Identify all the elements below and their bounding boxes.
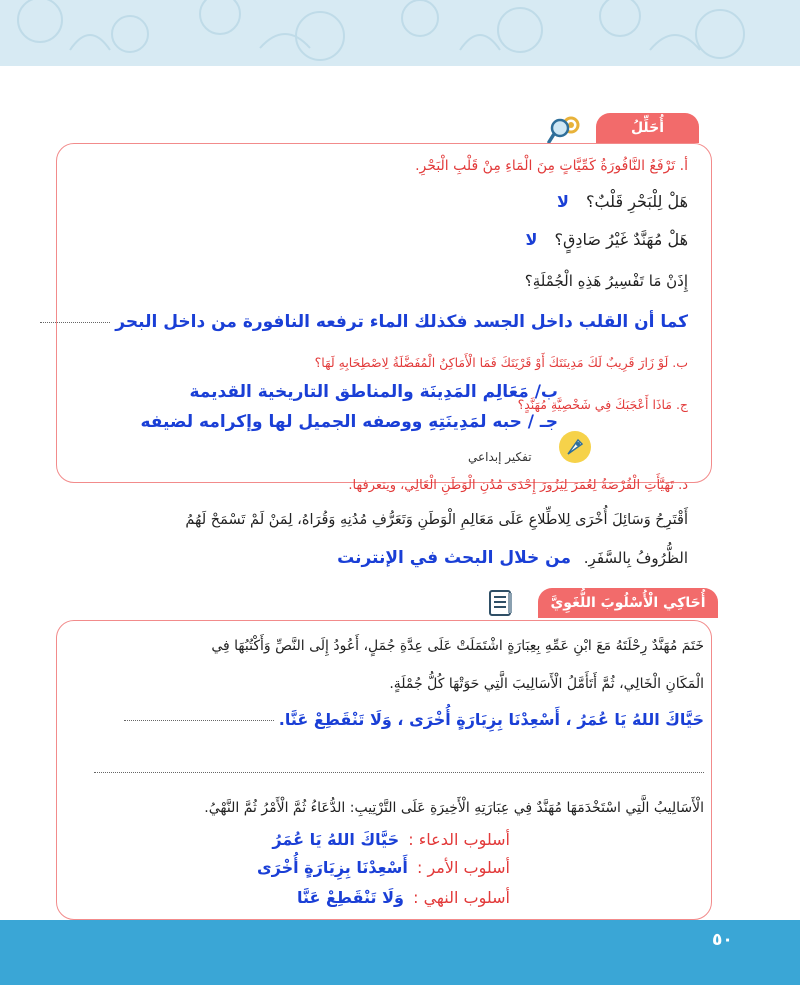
bottom-band — [0, 920, 800, 985]
quote-answer-line[interactable] — [94, 710, 704, 729]
question-1-answer: لا — [556, 192, 569, 211]
style-item-value: أَسْعِدْنَا بِزِيَارَةٍ أُخْرَى — [256, 858, 408, 877]
section-tab-label: أُحَلِّلُ — [630, 120, 665, 136]
answer-dots — [40, 322, 110, 323]
style-item-value: وَلَا تَنْقَطِعْ عَنَّا — [296, 888, 404, 907]
style-item-label: أسلوب النهي : — [413, 888, 510, 907]
magnifier-gear-icon — [547, 112, 587, 146]
intro-line-1: خَتَمَ مُهَنَّدٌ رِحْلَتَهُ مَعَ ابْنِ عَمِّهِ بِعِبَارَةٍ اشْتَمَلَتْ عَلَى عِدَّةِ جُمَلٍ، أَعُودُ إِلَى النَّصِّ وَأَكْتُبُهَا فِي — [211, 638, 704, 654]
answer-b: ب/ مَعَالِم المَدِينَة والمناطق التاريخية القديمة — [189, 382, 558, 402]
creative-thinking-label: تفكير إبداعي — [468, 450, 532, 464]
rocket-icon — [558, 430, 592, 464]
style-item — [272, 830, 510, 849]
style-item — [257, 858, 510, 877]
page-number: ٥٠ — [712, 930, 733, 950]
question-d-text-1: أَقْتَرِحُ وَسَائِلَ أُخْرَى لِلاطِّلاعِ عَلَى مَعَالِمِ الْوَطَنِ وَتَعَرُّفِ مُدُنِهِ وَقُرَاهُ، لِمَنْ لَمْ تَسْمَحْ لَهُمُ — [185, 512, 688, 528]
question-1-row — [557, 192, 688, 211]
top-decorative-band — [0, 0, 800, 66]
style-item-label: أسلوب الأمر : — [416, 858, 510, 877]
empty-dots — [94, 772, 704, 773]
section-tab-analyze — [596, 113, 699, 143]
question-a: أ. تَرْفَعُ النَّافُورَةُ كَمِّيَّاتٍ مِنَ الْمَاءِ مِنْ قَلْبِ الْبَحْرِ. — [415, 158, 688, 174]
question-1-text: هَلْ لِلْبَحْرِ قَلْبٌ؟ — [585, 192, 688, 211]
question-d: د. تَهَيَّأَتِ الْفُرْصَةُ لِعُمَرَ لِيَزُورَ إِحْدَى مُدُنِ الْوَطَنِ الْغَالِي، ويتعرفها. — [348, 478, 688, 493]
question-3-answer: كما أن القلب داخل الجسد فكذلك الماء ترفعه النافورة من داخل البحر — [115, 312, 688, 332]
question-d-row-2 — [337, 548, 688, 568]
styles-text: الْأَسَالِيبُ الَّتِي اسْتَخْدَمَهَا مُهَنَّدٌ فِي عِبَارَتِهِ الْأَخِيرَةِ عَلَى التَّرْتِيبِ: الدُّعَاءُ ثُمَّ الْأَمْرُ ثُمَّ النَّهْيُ. — [204, 800, 704, 816]
answer-c: جـ / حبه لمَدِينَتِهِ ووصفه الجميل لها وإكرامه لضيفه — [140, 412, 558, 432]
quote-dots — [124, 720, 274, 721]
style-item-value: حَيَّاكَ اللهُ يَا عُمَرُ — [272, 830, 400, 849]
answer-line-1[interactable] — [115, 312, 688, 332]
style-item-label: أسلوب الدعاء : — [408, 830, 510, 849]
question-d-text-2: الظُّرُوفُ بِالسَّفَرِ. — [583, 549, 688, 567]
question-b: ب. لَوْ زَارَ قَرِيبٌ لَكَ مَدِينَتَكَ أَوْ قَرْيَتَكَ فَمَا الْأَمَاكِنُ الْمُفَضَّلَةُ لِاصْطِحَابِهِ لَهَا؟ — [314, 355, 688, 370]
section-tab-style — [538, 588, 718, 618]
letters-pattern — [0, 0, 800, 66]
question-2-row — [525, 230, 688, 249]
question-2-text: هَلْ مُهَنَّدٌ غَيْرُ صَادِقٍ؟ — [554, 230, 688, 249]
question-3-text: إِذَنْ مَا تَفْسِيرُ هَذِهِ الْجُمْلَةِ؟ — [524, 272, 688, 290]
quote-answer: حَيَّاكَ اللهُ يَا عُمَرُ ، أَسْعِدْنَا بِزِيَارَةٍ أُخْرَى ، وَلَا تَنْقَطِعْ عَنَّا. — [278, 710, 704, 729]
empty-answer-line[interactable] — [94, 762, 704, 781]
intro-line-2: الْمَكَانِ الْخَالِي، ثُمَّ أَتَأَمَّلُ الْأَسَالِيبَ الَّتِي حَوَتْهَا كُلُّ جُمْلَةٍ. — [389, 676, 704, 692]
notebook-icon — [486, 589, 516, 617]
answer-d: من خلال البحث في الإنترنت — [337, 548, 571, 568]
question-c: ج. مَاذَا أَعْجَبَكَ فِي شَخْصِيَّةِ مُهَنَّدٍ؟ — [517, 397, 688, 412]
section-tab-label-2: أُحَاكِي الْأُسْلُوبَ اللُّغَوِيَّ — [550, 595, 706, 611]
style-item — [297, 888, 510, 907]
question-2-answer: لا — [525, 230, 538, 249]
